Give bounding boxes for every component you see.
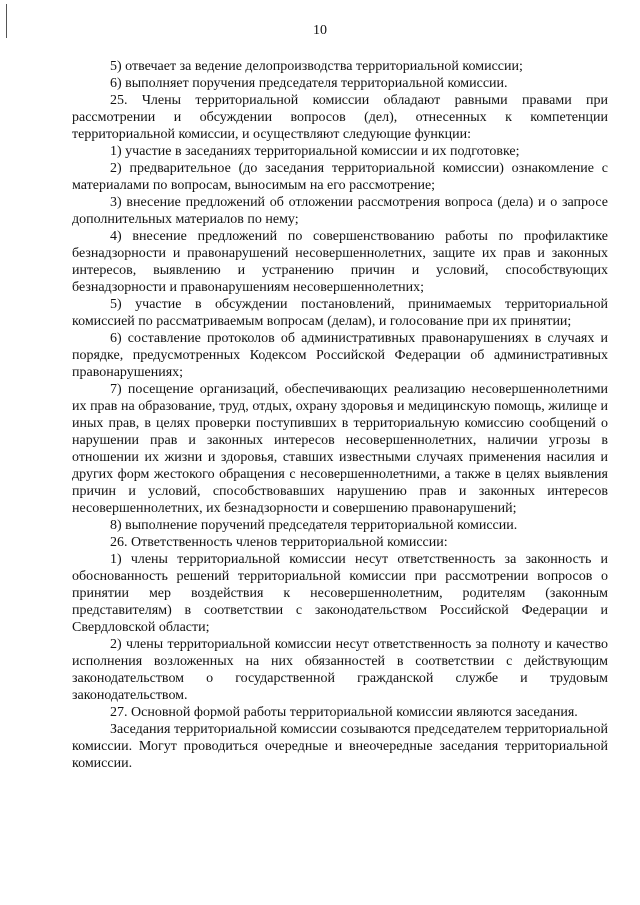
paragraph-function-6: 6) составление протоколов об административных правонарушениях в случаях и порядке, предусмотренных Кодексом Российской Федерации об административных правонарушениях;: [72, 331, 608, 380]
paragraph-responsibility-2: 2) члены территориальной комиссии несут ответственность за полноту и качество исполнения возложенных на них обязанностей в соответствии с действующим законодательством о государственной гражданской службе и трудовым законодательством.: [72, 637, 608, 703]
paragraph-item-6-orders: 6) выполняет поручения председателя территориальной комиссии.: [110, 76, 508, 91]
document-body: [72, 58, 608, 772]
paragraph-section-26: 26. Ответственность членов территориальной комиссии:: [110, 535, 448, 550]
paragraph-responsibility-1: 1) члены территориальной комиссии несут ответственность за законность и обоснованность решений территориальной комиссии при рассмотрении вопросов о принятии мер воздействия к несовершеннолетним, родителям (законным представителям) в соответствии с законодательством Российской Федерации и Свердловской области;: [72, 552, 608, 635]
paragraph-function-2: 2) предварительное (до заседания территориальной комиссии) ознакомление с материалами по вопросам, выносимым на его рассмотрение;: [72, 161, 608, 193]
page-number: 10: [313, 23, 327, 38]
paragraph-function-5: 5) участие в обсуждении постановлений, принимаемых территориальной комиссией по рассматриваемым вопросам (делам), и голосование при их принятии;: [72, 297, 608, 329]
paragraph-function-7: 7) посещение организаций, обеспечивающих реализацию несовершеннолетними их прав на образование, труд, отдых, охрану здоровья и медицинскую помощь, жилище и иных прав, в целях проверки поступивших в территориальную комиссию сообщений о нарушении прав и законных интересов несовершеннолетних, наличии угрозы в отношении их жизни и здоровья, ставших известными случаях применения насилия и других форм жестокого обращения с несовершеннолетними, а также в целях выявления причин и условий, способствовавших нарушению прав и законных интересов несовершеннолетних, их безнадзорности и совершению правонарушений;: [72, 382, 608, 516]
paragraph-section-25: 25. Члены территориальной комиссии обладают равными правами при рассмотрении и обсуждении вопросов (дел), отнесенных к компетенции территориальной комиссии, и осуществляют следующие функции:: [72, 93, 608, 142]
paragraph-function-8: 8) выполнение поручений председателя территориальной комиссии.: [110, 518, 518, 533]
paragraph-function-4: 4) внесение предложений по совершенствованию работы по профилактике безнадзорности и правонарушений несовершеннолетних, защите их прав и законных интересов, выявлению и устранению причин и условий, способствующих безнадзорности и правонарушениям несовершеннолетних;: [72, 229, 608, 295]
paragraph-item-5-records: 5) отвечает за ведение делопроизводства территориальной комиссии;: [110, 59, 523, 74]
paragraph-function-1: 1) участие в заседаниях территориальной комиссии и их подготовке;: [110, 144, 520, 159]
paragraph-function-3: 3) внесение предложений об отложении рассмотрения вопроса (дела) и о запросе дополнительных материалов по нему;: [72, 195, 608, 227]
paragraph-sessions: Заседания территориальной комиссии созываются председателем территориальной комиссии. Могут проводиться очередные и внеочередные заседания территориальной комиссии.: [72, 722, 608, 771]
paragraph-section-27: 27. Основной формой работы территориальной комиссии являются заседания.: [110, 705, 578, 720]
